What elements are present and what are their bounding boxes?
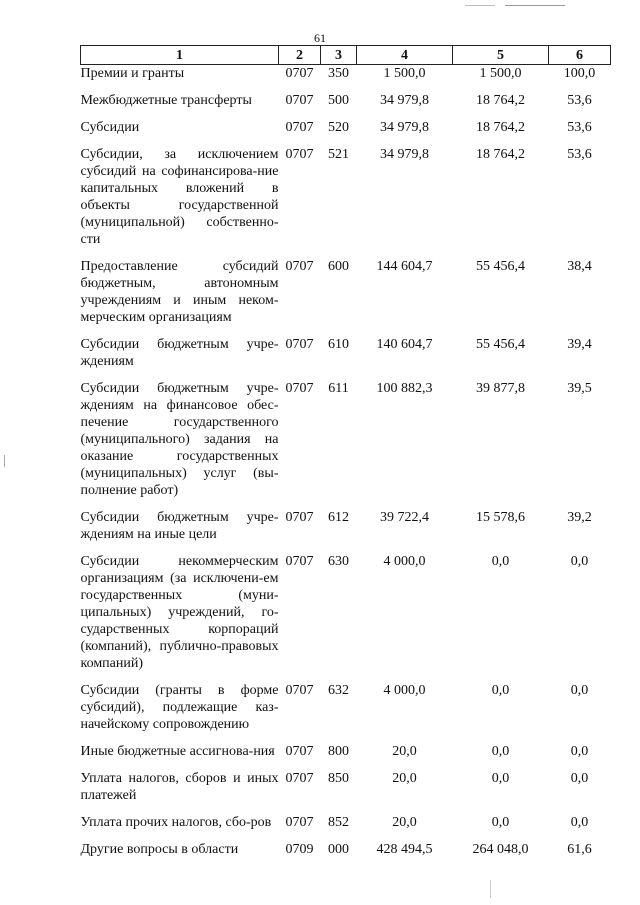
cell-plan: 34 979,8 bbox=[380, 93, 429, 108]
cell-name: Субсидии некоммерческим организациям (за исключени-ем государственных (муни-ципальных) учреждений, го-сударственных корпораций (компаний), публично-правовых компаний) bbox=[80, 554, 279, 671]
cell-percent: 53,6 bbox=[567, 120, 592, 135]
cell-section: 0707 bbox=[285, 259, 314, 274]
table-row bbox=[81, 146, 611, 258]
cell-section: 0709 bbox=[285, 842, 314, 857]
table-row bbox=[81, 119, 611, 146]
cell-expense-type: 612 bbox=[328, 510, 349, 525]
cell-plan: 144 604,7 bbox=[376, 259, 433, 274]
cell-fact: 18 764,2 bbox=[476, 120, 525, 135]
table-row bbox=[81, 743, 611, 770]
cell-plan: 1 500,0 bbox=[383, 66, 426, 81]
scan-mark bbox=[465, 5, 495, 6]
cell-expense-type: 632 bbox=[328, 683, 349, 698]
col-header-percent: 6 bbox=[549, 46, 611, 65]
col-header-name: 1 bbox=[81, 46, 279, 65]
cell-section: 0707 bbox=[285, 337, 314, 352]
cell-name: Другие вопросы в области bbox=[80, 842, 239, 857]
cell-expense-type: 852 bbox=[328, 815, 349, 830]
col-header-plan: 4 bbox=[357, 46, 453, 65]
cell-expense-type: 611 bbox=[328, 381, 349, 396]
cell-section: 0707 bbox=[285, 66, 314, 81]
cell-fact: 0,0 bbox=[491, 744, 510, 759]
cell-plan: 428 494,5 bbox=[376, 842, 433, 857]
table-row bbox=[81, 814, 611, 841]
cell-percent: 0,0 bbox=[570, 815, 589, 830]
cell-plan: 20,0 bbox=[392, 744, 417, 759]
cell-fact: 0,0 bbox=[491, 815, 510, 830]
cell-name: Уплата прочих налогов, сбо-ров bbox=[80, 815, 272, 830]
cell-section: 0707 bbox=[285, 744, 314, 759]
cell-expense-type: 521 bbox=[328, 147, 349, 162]
cell-expense-type: 000 bbox=[328, 842, 349, 857]
table-row bbox=[81, 92, 611, 119]
col-header-expense-type: 3 bbox=[321, 46, 357, 65]
cell-section: 0707 bbox=[285, 147, 314, 162]
cell-name: Иные бюджетные ассигнова-ния bbox=[80, 744, 275, 759]
cell-expense-type: 800 bbox=[328, 744, 349, 759]
cell-plan: 39 722,4 bbox=[380, 510, 429, 525]
cell-percent: 38,4 bbox=[567, 259, 592, 274]
cell-name: Субсидии бюджетным учре-ждениям на иные цели bbox=[80, 510, 279, 542]
table-row bbox=[81, 65, 611, 93]
cell-plan: 100 882,3 bbox=[376, 381, 433, 396]
table-row bbox=[81, 553, 611, 682]
cell-percent: 53,6 bbox=[567, 147, 592, 162]
cell-name: Межбюджетные трансферты bbox=[80, 93, 252, 108]
cell-plan: 34 979,8 bbox=[380, 147, 429, 162]
cell-name: Уплата налогов, сборов и иных платежей bbox=[80, 771, 279, 803]
cell-percent: 0,0 bbox=[570, 771, 589, 786]
cell-name: Субсидии бюджетным учре-ждениям bbox=[80, 337, 279, 369]
cell-percent: 100,0 bbox=[563, 66, 596, 81]
cell-name: Предоставление субсидий бюджетным, автономным учреждениям и иным неком-мерческим организациям bbox=[80, 259, 279, 325]
scan-mark bbox=[505, 5, 565, 6]
cell-percent: 53,6 bbox=[567, 93, 592, 108]
cell-percent: 0,0 bbox=[570, 554, 589, 569]
cell-name: Субсидии бюджетным учре-ждениям на финансовое обес-печение государственного (муниципального) задания на оказание государственных (муниципальных) услуг (вы-полнение работ) bbox=[80, 381, 279, 498]
cell-expense-type: 520 bbox=[328, 120, 349, 135]
cell-section: 0707 bbox=[285, 683, 314, 698]
cell-plan: 20,0 bbox=[392, 815, 417, 830]
table-row bbox=[81, 258, 611, 336]
cell-expense-type: 600 bbox=[328, 259, 349, 274]
cell-expense-type: 350 bbox=[328, 66, 349, 81]
cell-plan: 34 979,8 bbox=[380, 120, 429, 135]
cell-name: Субсидии, за исключением субсидий на софинансирова-ние капитальных вложений в объекты государственной (муниципальной) собственно-сти bbox=[80, 147, 279, 247]
table-row bbox=[81, 770, 611, 814]
cell-percent: 0,0 bbox=[570, 683, 589, 698]
col-header-fact: 5 bbox=[453, 46, 549, 65]
cell-name: Субсидии bbox=[80, 120, 140, 135]
cell-name: Субсидии (гранты в форме субсидий), подлежащие каз-начейскому сопровождению bbox=[80, 683, 279, 732]
scan-mark bbox=[490, 880, 491, 898]
cell-expense-type: 850 bbox=[328, 771, 349, 786]
cell-fact: 55 456,4 bbox=[476, 337, 525, 352]
table-row bbox=[81, 336, 611, 380]
cell-section: 0707 bbox=[285, 381, 314, 396]
cell-section: 0707 bbox=[285, 554, 314, 569]
cell-plan: 4 000,0 bbox=[383, 683, 426, 698]
cell-percent: 39,2 bbox=[567, 510, 592, 525]
cell-expense-type: 610 bbox=[328, 337, 349, 352]
cell-plan: 20,0 bbox=[392, 771, 417, 786]
cell-fact: 0,0 bbox=[491, 554, 510, 569]
cell-fact: 0,0 bbox=[491, 683, 510, 698]
cell-fact: 18 764,2 bbox=[476, 93, 525, 108]
cell-section: 0707 bbox=[285, 510, 314, 525]
col-header-section: 2 bbox=[279, 46, 321, 65]
cell-fact: 264 048,0 bbox=[472, 842, 529, 857]
cell-percent: 61,6 bbox=[567, 842, 592, 857]
cell-section: 0707 bbox=[285, 771, 314, 786]
cell-section: 0707 bbox=[285, 815, 314, 830]
cell-plan: 140 604,7 bbox=[376, 337, 433, 352]
cell-expense-type: 500 bbox=[328, 93, 349, 108]
table-body bbox=[81, 65, 611, 869]
cell-fact: 1 500,0 bbox=[479, 66, 522, 81]
cell-percent: 39,4 bbox=[567, 337, 592, 352]
table-row bbox=[81, 841, 611, 868]
cell-fact: 39 877,8 bbox=[476, 381, 525, 396]
table-row bbox=[81, 380, 611, 509]
cell-percent: 39,5 bbox=[567, 381, 592, 396]
scan-mark bbox=[4, 455, 5, 467]
cell-expense-type: 630 bbox=[328, 554, 349, 569]
header-row bbox=[81, 46, 611, 65]
table-row bbox=[81, 682, 611, 743]
cell-section: 0707 bbox=[285, 120, 314, 135]
cell-section: 0707 bbox=[285, 93, 314, 108]
cell-name: Премии и гранты bbox=[80, 66, 185, 81]
cell-fact: 18 764,2 bbox=[476, 147, 525, 162]
cell-fact: 0,0 bbox=[491, 771, 510, 786]
cell-percent: 0,0 bbox=[570, 744, 589, 759]
cell-fact: 55 456,4 bbox=[476, 259, 525, 274]
page-number: 61 bbox=[314, 31, 326, 45]
budget-table bbox=[80, 45, 611, 868]
table-row bbox=[81, 509, 611, 553]
cell-plan: 4 000,0 bbox=[383, 554, 426, 569]
cell-fact: 15 578,6 bbox=[476, 510, 525, 525]
